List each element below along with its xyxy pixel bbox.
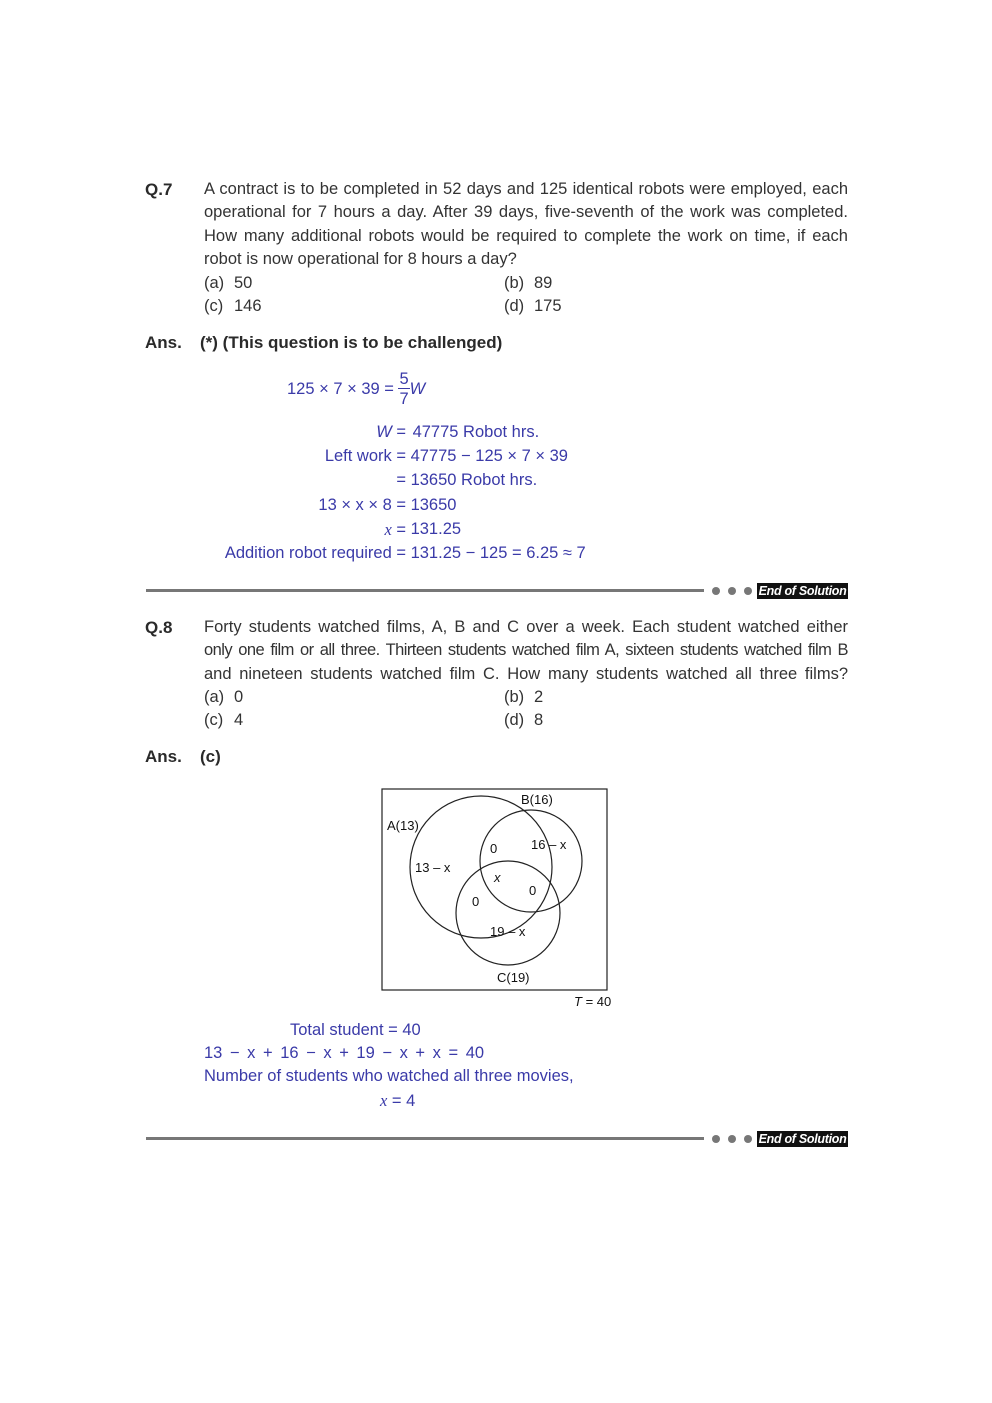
- solution-lhs: Left work =: [324, 447, 406, 465]
- label-a: A(13): [387, 818, 419, 833]
- answer-label: Ans.: [145, 747, 182, 766]
- option-a[interactable]: (a) 50: [204, 274, 253, 292]
- total-label: T = 40: [574, 994, 612, 1009]
- question-number: Q.8: [145, 618, 173, 637]
- option-c[interactable]: (c) 4: [204, 711, 244, 729]
- answer-text: (*) (This question is to be challenged): [200, 333, 503, 352]
- solution-rhs: 131.25: [406, 520, 462, 538]
- region-c: 19 – x: [490, 924, 526, 939]
- question-number: Q.7: [145, 180, 173, 199]
- solution-rhs: 131.25 − 125 = 6.25 ≈ 7: [406, 544, 586, 562]
- fraction: $\frac{5}{7}$: [399, 369, 409, 408]
- solution-lhs: =: [396, 471, 406, 489]
- separator-dot: [728, 587, 736, 595]
- question-text: [204, 616, 848, 686]
- option-a[interactable]: (a) 0: [204, 688, 244, 706]
- option-d[interactable]: (d) 175: [504, 297, 562, 315]
- separator-line: [146, 589, 704, 592]
- separator-dot: [712, 587, 720, 595]
- separator-dot: [744, 587, 752, 595]
- solution-lhs: Addition robot required =: [224, 544, 406, 562]
- circle-c: [456, 861, 560, 965]
- question-line: Forty students watched films, A, B and C over a week. Each student watched either: [204, 618, 848, 636]
- region-ab: 0: [490, 841, 498, 856]
- question-line: only one film or all three. Thirteen students watched film A, sixteen students watched film B: [204, 641, 848, 660]
- option-c[interactable]: (c) 146: [204, 297, 262, 315]
- region-b: 16 – x: [531, 837, 567, 852]
- option-b[interactable]: (b) 89: [504, 274, 553, 292]
- question-line: operational for 7 hours a day. After 39 days, five-seventh of the work was completed.: [204, 203, 848, 222]
- label-b: B(16): [521, 792, 553, 807]
- separator-dot: [744, 1135, 752, 1143]
- separator-dot: [712, 1135, 720, 1143]
- solution-lhs: 13 × x × 8 =: [318, 496, 406, 514]
- separator-line: [146, 1137, 704, 1140]
- question-line: robot is now operational for 8 hours a day?: [204, 249, 517, 268]
- question-line: How many additional robots would be required to complete the work on time, if each: [204, 226, 848, 245]
- solution-rhs: 13650: [406, 496, 457, 514]
- end-of-solution-badge: End of Solution: [758, 1132, 847, 1146]
- venn-diagram: [370, 780, 630, 1015]
- option-d[interactable]: (d) 8: [504, 711, 544, 729]
- solution-rhs: 13650 Robot hrs.: [406, 471, 538, 489]
- question-line: and nineteen students watched film C. How many students watched all three films?: [204, 664, 848, 683]
- question-line: A contract is to be completed in 52 days and 125 identical robots were employed, each: [204, 180, 848, 198]
- region-center: x: [494, 870, 501, 885]
- separator-dot: [728, 1135, 736, 1143]
- solution-rhs: 47775 − 125 × 7 × 39: [406, 447, 568, 465]
- solution-equation: 125 × 7 × 39 = $\frac{5}{7}$ W: [287, 369, 426, 408]
- solution-line: Total student = 40: [290, 1021, 421, 1039]
- question-text: [204, 178, 848, 271]
- region-a: 13 – x: [415, 860, 451, 875]
- answer-text: (c): [200, 747, 221, 766]
- solution-lhs: x =: [384, 520, 406, 539]
- solution-line: 13 − x + 16 − x + 19 − x + x = 40: [204, 1044, 485, 1062]
- region-ac: 0: [472, 894, 480, 909]
- answer-label: Ans.: [145, 333, 182, 352]
- option-b[interactable]: (b) 2: [504, 688, 544, 706]
- solution-line: x = 4: [380, 1091, 416, 1110]
- label-c: C(19): [497, 970, 530, 985]
- end-of-solution-badge: End of Solution: [758, 584, 847, 598]
- solution-rhs: 47775 Robot hrs.: [408, 423, 540, 441]
- region-bc: 0: [529, 883, 537, 898]
- solution-lhs: W =: [376, 423, 406, 441]
- solution-line: Number of students who watched all three movies,: [204, 1067, 574, 1085]
